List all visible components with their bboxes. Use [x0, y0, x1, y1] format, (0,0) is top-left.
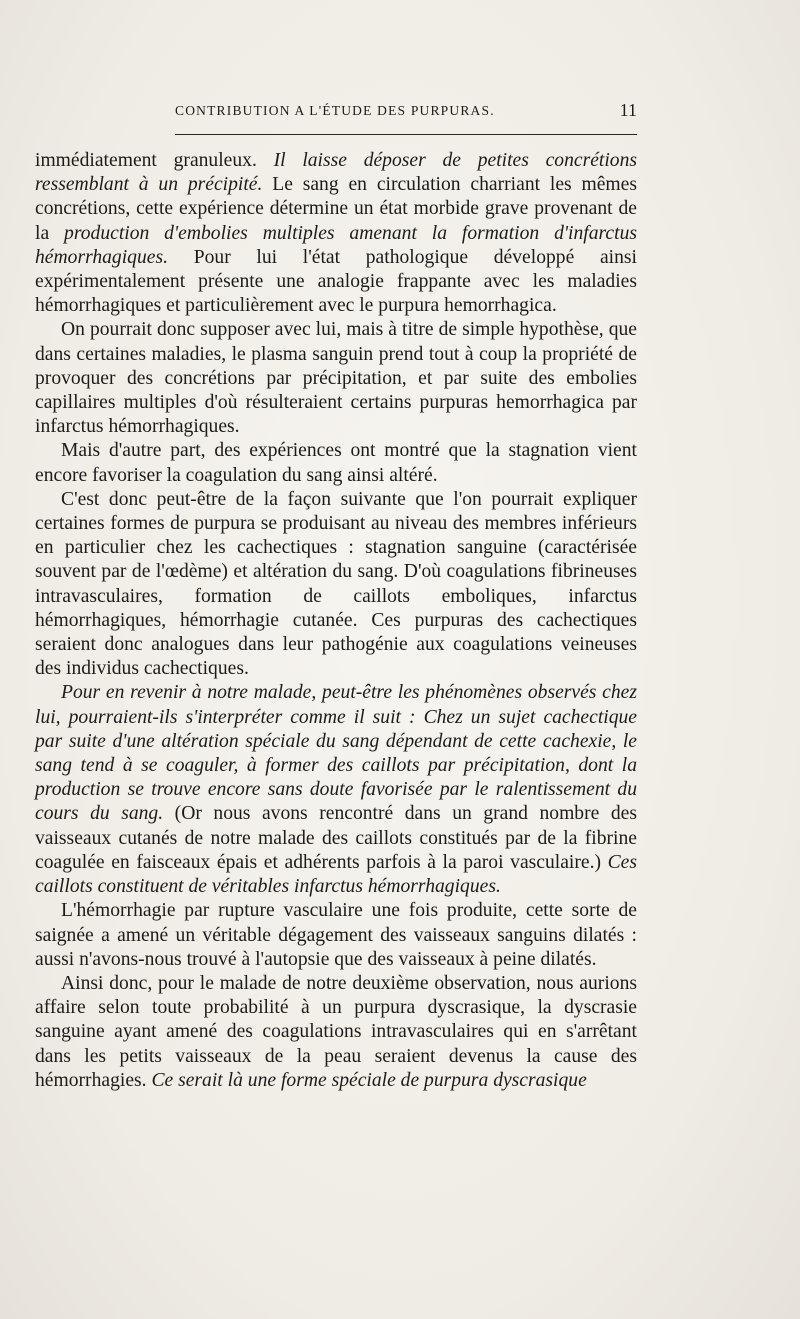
- paragraph: [35, 899, 637, 972]
- italic-text: Ce serait là une forme spéciale de purpura dyscrasique: [151, 1069, 587, 1091]
- paragraph: [35, 149, 637, 318]
- text-run: Mais d'autre part, des expériences ont montré que la stagnation vient encore favoriser la coagulation du sang ainsi altéré.: [35, 440, 637, 486]
- text-run: (Or nous avons rencontré dans un grand nombre des vaisseaux cutanés de notre malade des caillots constitués par de la fibrine coagulée en faisceaux épais et adhérents parfois à la paroi vasculaire.): [35, 803, 637, 873]
- running-title: CONTRIBUTION A L'ÉTUDE DES PURPURAS.: [175, 103, 495, 118]
- page-number: 11: [619, 100, 637, 120]
- header-rule: [175, 134, 637, 135]
- text-run: Le sang en circulation charriant les mêmes concrétions, cette expérience détermine un état morbide grave provenant de la: [35, 174, 637, 244]
- paragraph: [35, 972, 637, 1093]
- text-run: Ainsi donc, pour le malade de notre deuxième observation, nous aurions affaire selon toute probabilité à un purpura dyscrasique, la dyscrasie sanguine ayant amené des coagulations intravasculaires qui en s'arrêtant dans les petits vaisseaux de la peau seraient devenus la cause des hémorrhagies.: [35, 972, 637, 1091]
- paragraph: [35, 318, 637, 439]
- italic-text: Pour en revenir à notre malade, peut-être les phénomènes observés chez lui, pourraient-ils s'interpréter comme il suit : Chez un sujet cachectique par suite d'une altération spéciale du sang dépendant de cette cachexie, le sang tend à se coaguler, à former des caillots par précipitation, dont la production se trouve encore sans doute favorisée par le ralentissement du cours du sang.: [35, 682, 637, 825]
- paragraph: [35, 488, 637, 682]
- paragraph: [35, 681, 637, 899]
- paragraph: [35, 439, 637, 487]
- text-run: C'est donc peut-être de la façon suivante que l'on pourrait expliquer certaines formes de purpura se produisant au niveau des membres inférieurs en particulier chez les cachectiques : stagnation sanguine (caractérisée souvent par de l'œdème) et altération du sang. D'où coagulations fibrineuses intravasculaires, formation de caillots emboliques, infarctus hémorrhagiques, hémorrhagie cutanée. Ces purpuras des cachectiques seraient donc analogues dans leur pathogénie aux coagulations veineuses des individus cachectiques.: [35, 488, 637, 680]
- italic-text: Ces caillots constituent de véritables infarctus hémorrhagiques.: [35, 851, 637, 898]
- italic-text: production d'embolies multiples amenant la formation d'infarctus hémorrhagiques.: [35, 222, 637, 268]
- text-run: Pour lui l'état pathologique développé ainsi expérimentalement présente une analogie frappante avec les maladies hémorrhagiques et particulièrement avec le purpura hemorrhagica.: [35, 246, 637, 317]
- text-run: On pourrait donc supposer avec lui, mais à titre de simple hypothèse, que dans certaines maladies, le plasma sanguin prend tout à coup la propriété de provoquer des concrétions par précipitation, et par suite des embolies capillaires multiples d'où résulteraient certains purpuras hemorrhagica par infarctus hémorrhagiques.: [35, 319, 637, 438]
- italic-text: Il laisse déposer de petites concrétions ressemblant à un précipité.: [35, 150, 637, 196]
- text-run: L'hémorrhagie par rupture vasculaire une fois produite, cette sorte de saignée a amené un véritable dégagement des vaisseaux sanguins dilatés : aussi n'avons-nous trouvé à l'autopsie que des vaisseaux à peine dilatés.: [35, 900, 637, 970]
- text-run: immédiatement granuleux.: [35, 150, 274, 171]
- body-text: [35, 149, 637, 1093]
